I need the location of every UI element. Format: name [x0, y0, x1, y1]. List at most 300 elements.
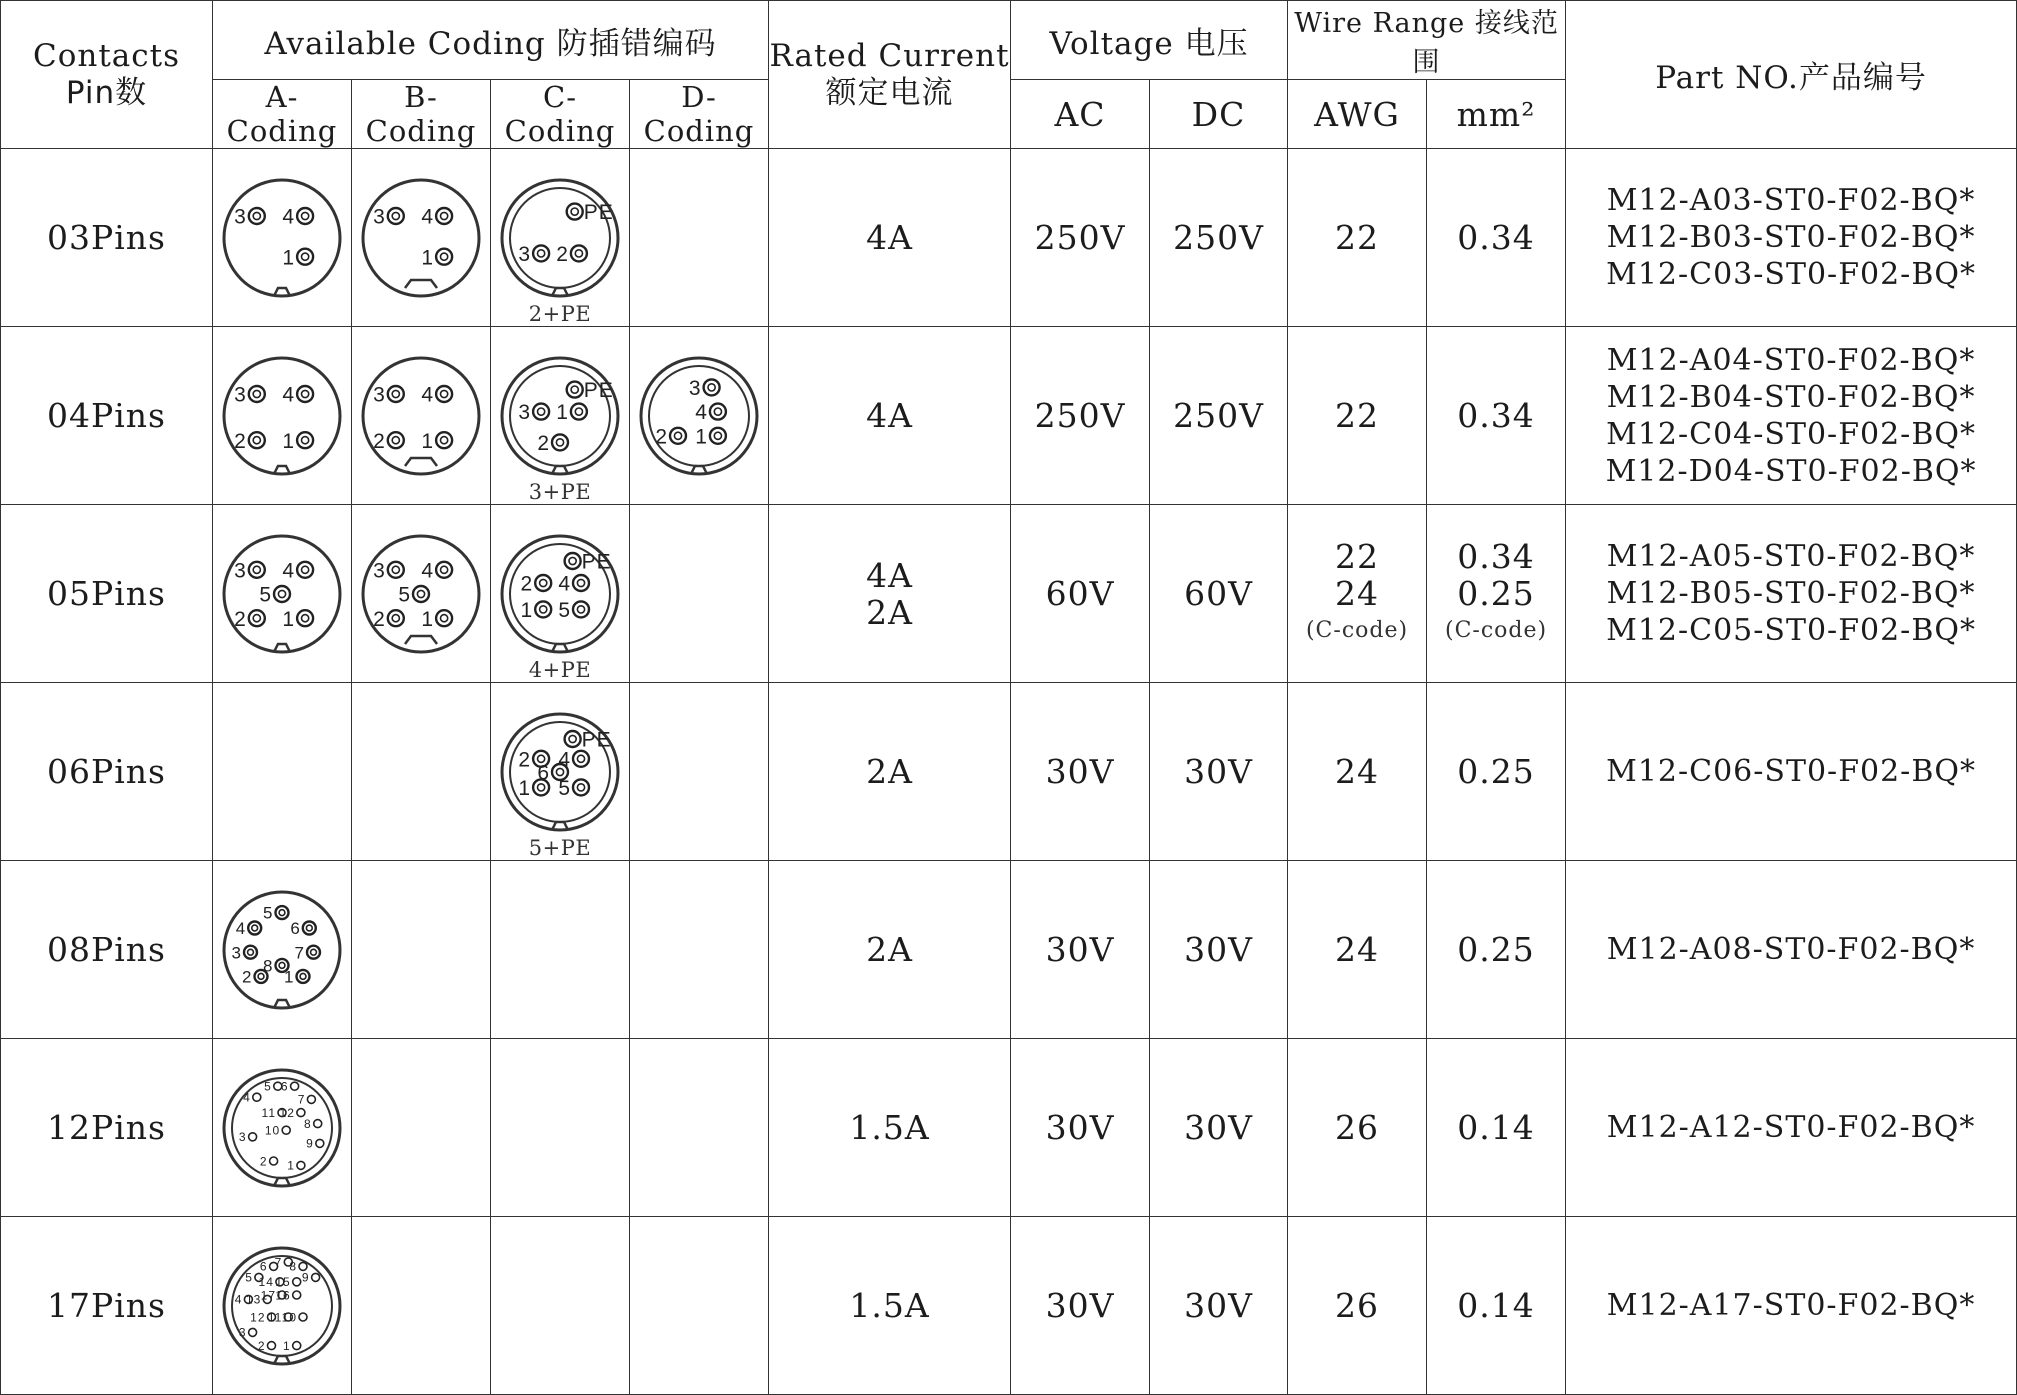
pin-label: 2 [556, 242, 569, 266]
pinout-diagram-a-17pin [220, 1244, 344, 1368]
pin-label: PE [581, 550, 612, 574]
pin-label: 4 [282, 383, 296, 407]
mm2-value: 0.34 [1457, 218, 1535, 257]
pinout-diagram-b-4pin [359, 354, 483, 478]
table-row [1, 505, 2017, 683]
dc-voltage-cell: 30V [1150, 1217, 1288, 1395]
part-number: M12-B04-ST0-F02-BQ* [1606, 379, 1976, 415]
pin-label: 14 [258, 1274, 274, 1289]
a-coding-cell [213, 505, 352, 683]
pin-contact [655, 425, 686, 448]
pin-contact [282, 1310, 307, 1324]
pin-label: 1 [695, 424, 708, 448]
pin-label: 2 [234, 607, 247, 631]
connector-outline [363, 536, 479, 652]
mm2-cell [1427, 861, 1566, 1039]
mm2-value: 0.25 [1457, 574, 1535, 613]
awg-cell [1288, 683, 1427, 861]
mm2-cell [1427, 505, 1566, 683]
pin-label: 5 [263, 903, 274, 923]
pin-contact [282, 429, 313, 452]
part-number: M12-C05-ST0-F02-BQ* [1606, 613, 1976, 648]
rated-current-value: 1.5A [849, 1108, 930, 1147]
mm2-cell [1427, 1039, 1566, 1217]
connector-outline [502, 180, 618, 296]
coding-key-notch [405, 636, 437, 644]
pin-contact [260, 1154, 278, 1168]
pin-label: 15 [275, 1274, 291, 1289]
pin-contact [373, 607, 404, 630]
table-row [1, 149, 2017, 327]
mm2-value: 0.25 [1457, 930, 1535, 969]
pin-contact [421, 246, 452, 269]
b-coding-cell [352, 683, 491, 861]
a-coding-cell [213, 1217, 352, 1395]
part-number: M12-D04-ST0-F02-BQ* [1605, 453, 1977, 489]
rated-current-cell [769, 149, 1011, 327]
mm2-cell [1427, 683, 1566, 861]
b-coding-cell [352, 149, 491, 327]
pin-label: 3 [373, 383, 386, 407]
pinout-diagram-d-4pin [637, 354, 761, 478]
pin-label: 6 [537, 761, 550, 785]
pin-contact [518, 242, 549, 265]
table-row [1, 327, 2017, 505]
pin-label: 4 [695, 400, 708, 424]
pin-contact [302, 1270, 320, 1284]
awg-cell [1288, 149, 1427, 327]
pinout-diagram-c-5pin [498, 532, 622, 656]
c-coding-cell [491, 149, 630, 327]
part-number: M12-B05-ST0-F02-BQ* [1606, 576, 1976, 611]
d-coding-cell [630, 149, 769, 327]
pin-label: 12 [279, 1105, 295, 1120]
a-coding-cell [213, 683, 352, 861]
part-number: M12-C03-ST0-F02-BQ* [1606, 257, 1976, 292]
pin-contact [282, 246, 313, 269]
pinout-diagram-b-5pin [359, 532, 483, 656]
pin-label: 4 [421, 558, 435, 582]
pin-contact [234, 559, 265, 582]
b-coding-cell [352, 327, 491, 505]
pin-contact [373, 429, 404, 452]
pin-label: 13 [245, 1292, 262, 1307]
pin-label: 4 [234, 1292, 243, 1307]
pin-label: 6 [290, 918, 301, 938]
pin-count-cell: 03Pins [1, 149, 213, 327]
contacts-header [1, 1, 213, 149]
b-coding-cell [352, 505, 491, 683]
pin-contact [283, 1338, 301, 1352]
pin-label: 2 [537, 431, 550, 455]
rated-current-cell [769, 861, 1011, 1039]
pin-contact [518, 776, 549, 799]
pin-contact [287, 1158, 305, 1172]
ac-voltage-cell: 30V [1011, 1039, 1150, 1217]
connector-outline [224, 536, 340, 652]
pin-contact [421, 205, 452, 228]
rated-current-header-en: Rated Current [769, 37, 1010, 74]
pin-contact [695, 425, 726, 448]
d-coding-header: D-Coding [630, 80, 769, 149]
rated-current-value: 4A [866, 396, 913, 435]
table-row [1, 683, 2017, 861]
pinout-diagram-c-4pin [498, 354, 622, 478]
mm2-cell [1427, 149, 1566, 327]
mm2-value: 0.14 [1457, 1108, 1535, 1147]
pin-label: 3 [238, 1129, 247, 1144]
contact-layout-caption: 3+PE [528, 480, 592, 504]
dc-voltage-cell: 30V [1150, 1039, 1288, 1217]
mm2-cell [1427, 1217, 1566, 1395]
awg-value: 24 [1335, 574, 1380, 613]
pin-count-cell: 05Pins [1, 505, 213, 683]
pin-contact [373, 383, 404, 406]
a-coding-cell [213, 149, 352, 327]
pin-label: 1 [283, 1338, 291, 1353]
part-no-header: Part NO.产品编号 [1566, 1, 2017, 149]
awg-value: 22 [1335, 396, 1380, 435]
pin-label: 6 [280, 1079, 289, 1094]
pin-label: 5 [245, 1270, 253, 1285]
part-number: M12-C06-ST0-F02-BQ* [1606, 754, 1976, 789]
pin-contact [275, 1288, 300, 1302]
a-coding-header: A-Coding [213, 80, 352, 149]
c-coding-cell [491, 505, 630, 683]
pin-contact [421, 559, 452, 582]
pin-label: 1 [282, 429, 296, 453]
ac-voltage-cell: 30V [1011, 861, 1150, 1039]
pin-count-cell: 12Pins [1, 1039, 213, 1217]
pin-label: 4 [558, 572, 571, 596]
awg-value: 24 [1335, 752, 1380, 791]
mm2-value: 0.34 [1457, 537, 1535, 576]
pin-label: 1 [282, 245, 296, 269]
pin-label: 17 [260, 1287, 276, 1302]
rated-current-value: 2A [866, 930, 913, 969]
pin-label: PE [583, 378, 614, 402]
pin-label: 1 [518, 776, 532, 800]
pin-label: 2 [520, 572, 534, 596]
pin-label: 1 [287, 1158, 295, 1173]
part-number: M12-A05-ST0-F02-BQ* [1606, 539, 1976, 574]
pin-label: 2 [373, 607, 386, 631]
header-row-1 [1, 1, 2017, 80]
pin-label: 10 [264, 1123, 281, 1138]
rated-current-value: 1.5A [849, 1286, 930, 1325]
pin-contact [234, 383, 265, 406]
pin-label: 2 [259, 1153, 268, 1168]
pin-contact [565, 550, 612, 573]
pin-label: 3 [518, 400, 532, 424]
part-number-cell [1566, 505, 2017, 683]
pin-label: 8 [289, 1259, 297, 1274]
dc-voltage-cell: 250V [1150, 149, 1288, 327]
pin-label: 1 [284, 967, 295, 987]
pin-label: 12 [250, 1309, 266, 1324]
pin-label: 3 [234, 205, 247, 229]
pin-contact [373, 559, 404, 582]
pin-contact [373, 205, 404, 228]
pin-contact [565, 728, 612, 751]
c-coding-cell [491, 1039, 630, 1217]
pin-contact [421, 383, 452, 406]
connector-outline [224, 180, 340, 296]
pinout-diagram-b-3pin [359, 176, 483, 300]
rated-current-value: 2A [866, 752, 913, 791]
pin-label: 5 [259, 583, 272, 607]
pin-label: 3 [373, 558, 386, 582]
pin-contact [243, 1090, 261, 1104]
c-code-note: (C-code) [1444, 618, 1548, 643]
pin-contact [518, 401, 549, 424]
pin-label: 1 [421, 607, 435, 631]
rated-current-cell [769, 327, 1011, 505]
part-number-cell [1566, 861, 2017, 1039]
pin-label: 8 [263, 956, 274, 976]
pin-contact [263, 903, 288, 922]
pin-contact [282, 559, 313, 582]
pinout-diagram-c-3pin [498, 176, 622, 300]
a-coding-cell [213, 1039, 352, 1217]
part-number-cell [1566, 1039, 2017, 1217]
pin-label: 3 [231, 942, 242, 962]
dc-voltage-cell: 30V [1150, 683, 1288, 861]
pin-label: PE [581, 728, 612, 752]
pin-label: 7 [274, 1254, 283, 1269]
part-number-cell [1566, 149, 2017, 327]
connector-outline [363, 180, 479, 296]
b-coding-header: B-Coding [352, 80, 491, 149]
pin-contact [558, 776, 589, 799]
pin-contact [306, 1136, 324, 1150]
awg-cell [1288, 861, 1427, 1039]
ac-voltage-cell: 250V [1011, 149, 1150, 327]
contact-layout-caption: 4+PE [528, 658, 592, 682]
pinout-diagram-a-8pin [220, 888, 344, 1012]
pin-label: 3 [688, 376, 702, 400]
part-number-cell [1566, 327, 2017, 505]
pin-label: 4 [235, 918, 247, 938]
pin-label: 3 [238, 1325, 247, 1340]
part-number: M12-B03-ST0-F02-BQ* [1606, 220, 1976, 255]
contacts-header-en: Contacts [32, 37, 180, 74]
b-coding-cell [352, 861, 491, 1039]
pin-contact [295, 943, 320, 962]
pin-contact [234, 205, 265, 228]
part-number: M12-A12-ST0-F02-BQ* [1606, 1110, 1976, 1145]
d-coding-cell [630, 1039, 769, 1217]
pin-label: 4 [243, 1090, 251, 1105]
part-number-cell [1566, 1217, 2017, 1395]
part-number: M12-A08-ST0-F02-BQ* [1606, 932, 1976, 967]
pin-label: PE [583, 200, 614, 224]
rated-current-value: 4A [866, 555, 913, 595]
c-coding-header: C-Coding [491, 80, 630, 149]
coding-header: Available Coding 防插错编码 [213, 1, 769, 80]
pin-contact [282, 383, 313, 406]
pin-label: 3 [234, 383, 247, 407]
mm2-value: 0.14 [1457, 1286, 1535, 1325]
pin-label: 6 [259, 1259, 268, 1274]
pin-label: 5 [264, 1079, 272, 1094]
pin-contact [239, 1130, 257, 1144]
pinout-diagram-a-12pin [220, 1066, 344, 1190]
pin-label: 2 [655, 424, 668, 448]
pin-contact [558, 598, 589, 621]
awg-value: 22 [1335, 218, 1380, 257]
pin-label: 7 [294, 942, 305, 962]
pin-contact [567, 201, 614, 224]
rated-current-header-cn: 额定电流 [825, 74, 954, 111]
connector-outline [363, 358, 479, 474]
coding-key-notch [405, 280, 437, 288]
awg-header: AWG [1288, 80, 1427, 149]
pin-contact [282, 607, 313, 630]
mm2-value: 0.34 [1457, 396, 1535, 435]
pin-contact [689, 376, 720, 399]
ac-voltage-cell: 30V [1011, 1217, 1150, 1395]
pin-label: 4 [282, 205, 296, 229]
awg-value: 22 [1335, 537, 1380, 576]
pin-label: 5 [558, 598, 571, 622]
pin-label: 9 [306, 1136, 314, 1151]
pin-contact [304, 1116, 322, 1130]
pin-contact [275, 1275, 300, 1289]
pin-label: 1 [556, 400, 569, 424]
pin-contact [695, 401, 726, 424]
pin-contact [290, 919, 315, 938]
pin-label: 7 [297, 1092, 306, 1107]
d-coding-cell [630, 861, 769, 1039]
c-coding-cell [491, 327, 630, 505]
pin-contact [521, 598, 552, 621]
pin-contact [558, 748, 589, 771]
pin-label: 4 [421, 205, 435, 229]
pin-label: 4 [282, 558, 296, 582]
pin-contact [398, 583, 429, 606]
pin-label: 1 [282, 607, 296, 631]
pin-count-cell: 08Pins [1, 861, 213, 1039]
rated-current-value: 2A [866, 592, 913, 632]
pin-label: 9 [301, 1270, 310, 1285]
pin-label: 3 [373, 205, 386, 229]
c-coding-cell [491, 1217, 630, 1395]
awg-cell [1288, 1217, 1427, 1395]
pin-contact [280, 1105, 305, 1119]
part-number: M12-A03-ST0-F02-BQ* [1606, 183, 1976, 218]
pin-contact [259, 583, 290, 606]
awg-value: 26 [1335, 1108, 1380, 1147]
ac-header: AC [1011, 80, 1150, 149]
pin-label: 2 [257, 1338, 266, 1353]
pin-label: 8 [304, 1116, 312, 1131]
pin-contact [558, 572, 589, 595]
pin-contact [236, 919, 261, 938]
pin-contact [239, 1325, 257, 1339]
ac-voltage-cell: 250V [1011, 327, 1150, 505]
rated-current-cell [769, 1217, 1011, 1395]
b-coding-cell [352, 1217, 491, 1395]
pin-contact [282, 205, 313, 228]
pin-count-cell: 17Pins [1, 1217, 213, 1395]
contact-layout-caption: 2+PE [528, 302, 592, 326]
wire-range-header: Wire Range 接线范围 [1288, 1, 1566, 80]
awg-value: 26 [1335, 1286, 1380, 1325]
c-code-note: (C-code) [1305, 618, 1409, 643]
d-coding-cell [630, 1217, 769, 1395]
mm2-value: 0.25 [1457, 752, 1535, 791]
pinout-diagram-a-4pin [220, 354, 344, 478]
pin-contact [298, 1092, 316, 1106]
pin-contact [258, 1338, 276, 1352]
pin-label: 2 [518, 747, 532, 771]
connector-outline [224, 358, 340, 474]
rated-current-value: 4A [866, 218, 913, 257]
pinout-diagram-a-3pin [220, 176, 344, 300]
a-coding-cell [213, 861, 352, 1039]
b-coding-cell [352, 1039, 491, 1217]
part-number: M12-A04-ST0-F02-BQ* [1606, 342, 1976, 378]
pin-label: 1 [520, 598, 534, 622]
pin-contact [421, 429, 452, 452]
pin-contact [556, 242, 587, 265]
d-coding-cell [630, 683, 769, 861]
pin-label: 2 [234, 429, 247, 453]
pin-contact [281, 1079, 299, 1093]
pin-contact [264, 1079, 282, 1093]
pin-label: 4 [558, 747, 571, 771]
mm2-cell [1427, 327, 1566, 505]
pin-contact [232, 943, 257, 962]
pin-contact [234, 607, 265, 630]
pin-count-cell: 06Pins [1, 683, 213, 861]
table-row [1, 1039, 2017, 1217]
pin-contact [284, 967, 309, 986]
pin-label: 5 [398, 583, 411, 607]
d-coding-cell [630, 327, 769, 505]
pin-contact [265, 1123, 290, 1137]
pin-label: 11 [267, 1309, 283, 1324]
pin-label: 1 [421, 245, 435, 269]
pin-label: 4 [421, 383, 435, 407]
contacts-header-cn: Pin数 [65, 74, 148, 111]
pinout-diagram-a-5pin [220, 532, 344, 656]
awg-cell [1288, 505, 1427, 683]
d-coding-cell [630, 505, 769, 683]
pin-label: 16 [275, 1287, 291, 1302]
dc-header: DC [1150, 80, 1288, 149]
pin-contact [234, 429, 265, 452]
awg-cell [1288, 1039, 1427, 1217]
pinout-diagram-c-6pin [498, 710, 622, 834]
dc-voltage-cell: 60V [1150, 505, 1288, 683]
rated-current-cell [769, 505, 1011, 683]
coding-key-notch [405, 458, 437, 466]
part-number: M12-C04-ST0-F02-BQ* [1606, 416, 1976, 452]
pin-label: 5 [558, 776, 571, 800]
a-coding-cell [213, 327, 352, 505]
rated-current-cell [769, 683, 1011, 861]
table-row [1, 1217, 2017, 1395]
ac-voltage-cell: 30V [1011, 683, 1150, 861]
pin-label: 10 [281, 1309, 297, 1324]
rated-current-cell [769, 1039, 1011, 1217]
rated-current-header [769, 1, 1011, 149]
c-coding-cell [491, 861, 630, 1039]
table-row [1, 861, 2017, 1039]
awg-cell [1288, 327, 1427, 505]
